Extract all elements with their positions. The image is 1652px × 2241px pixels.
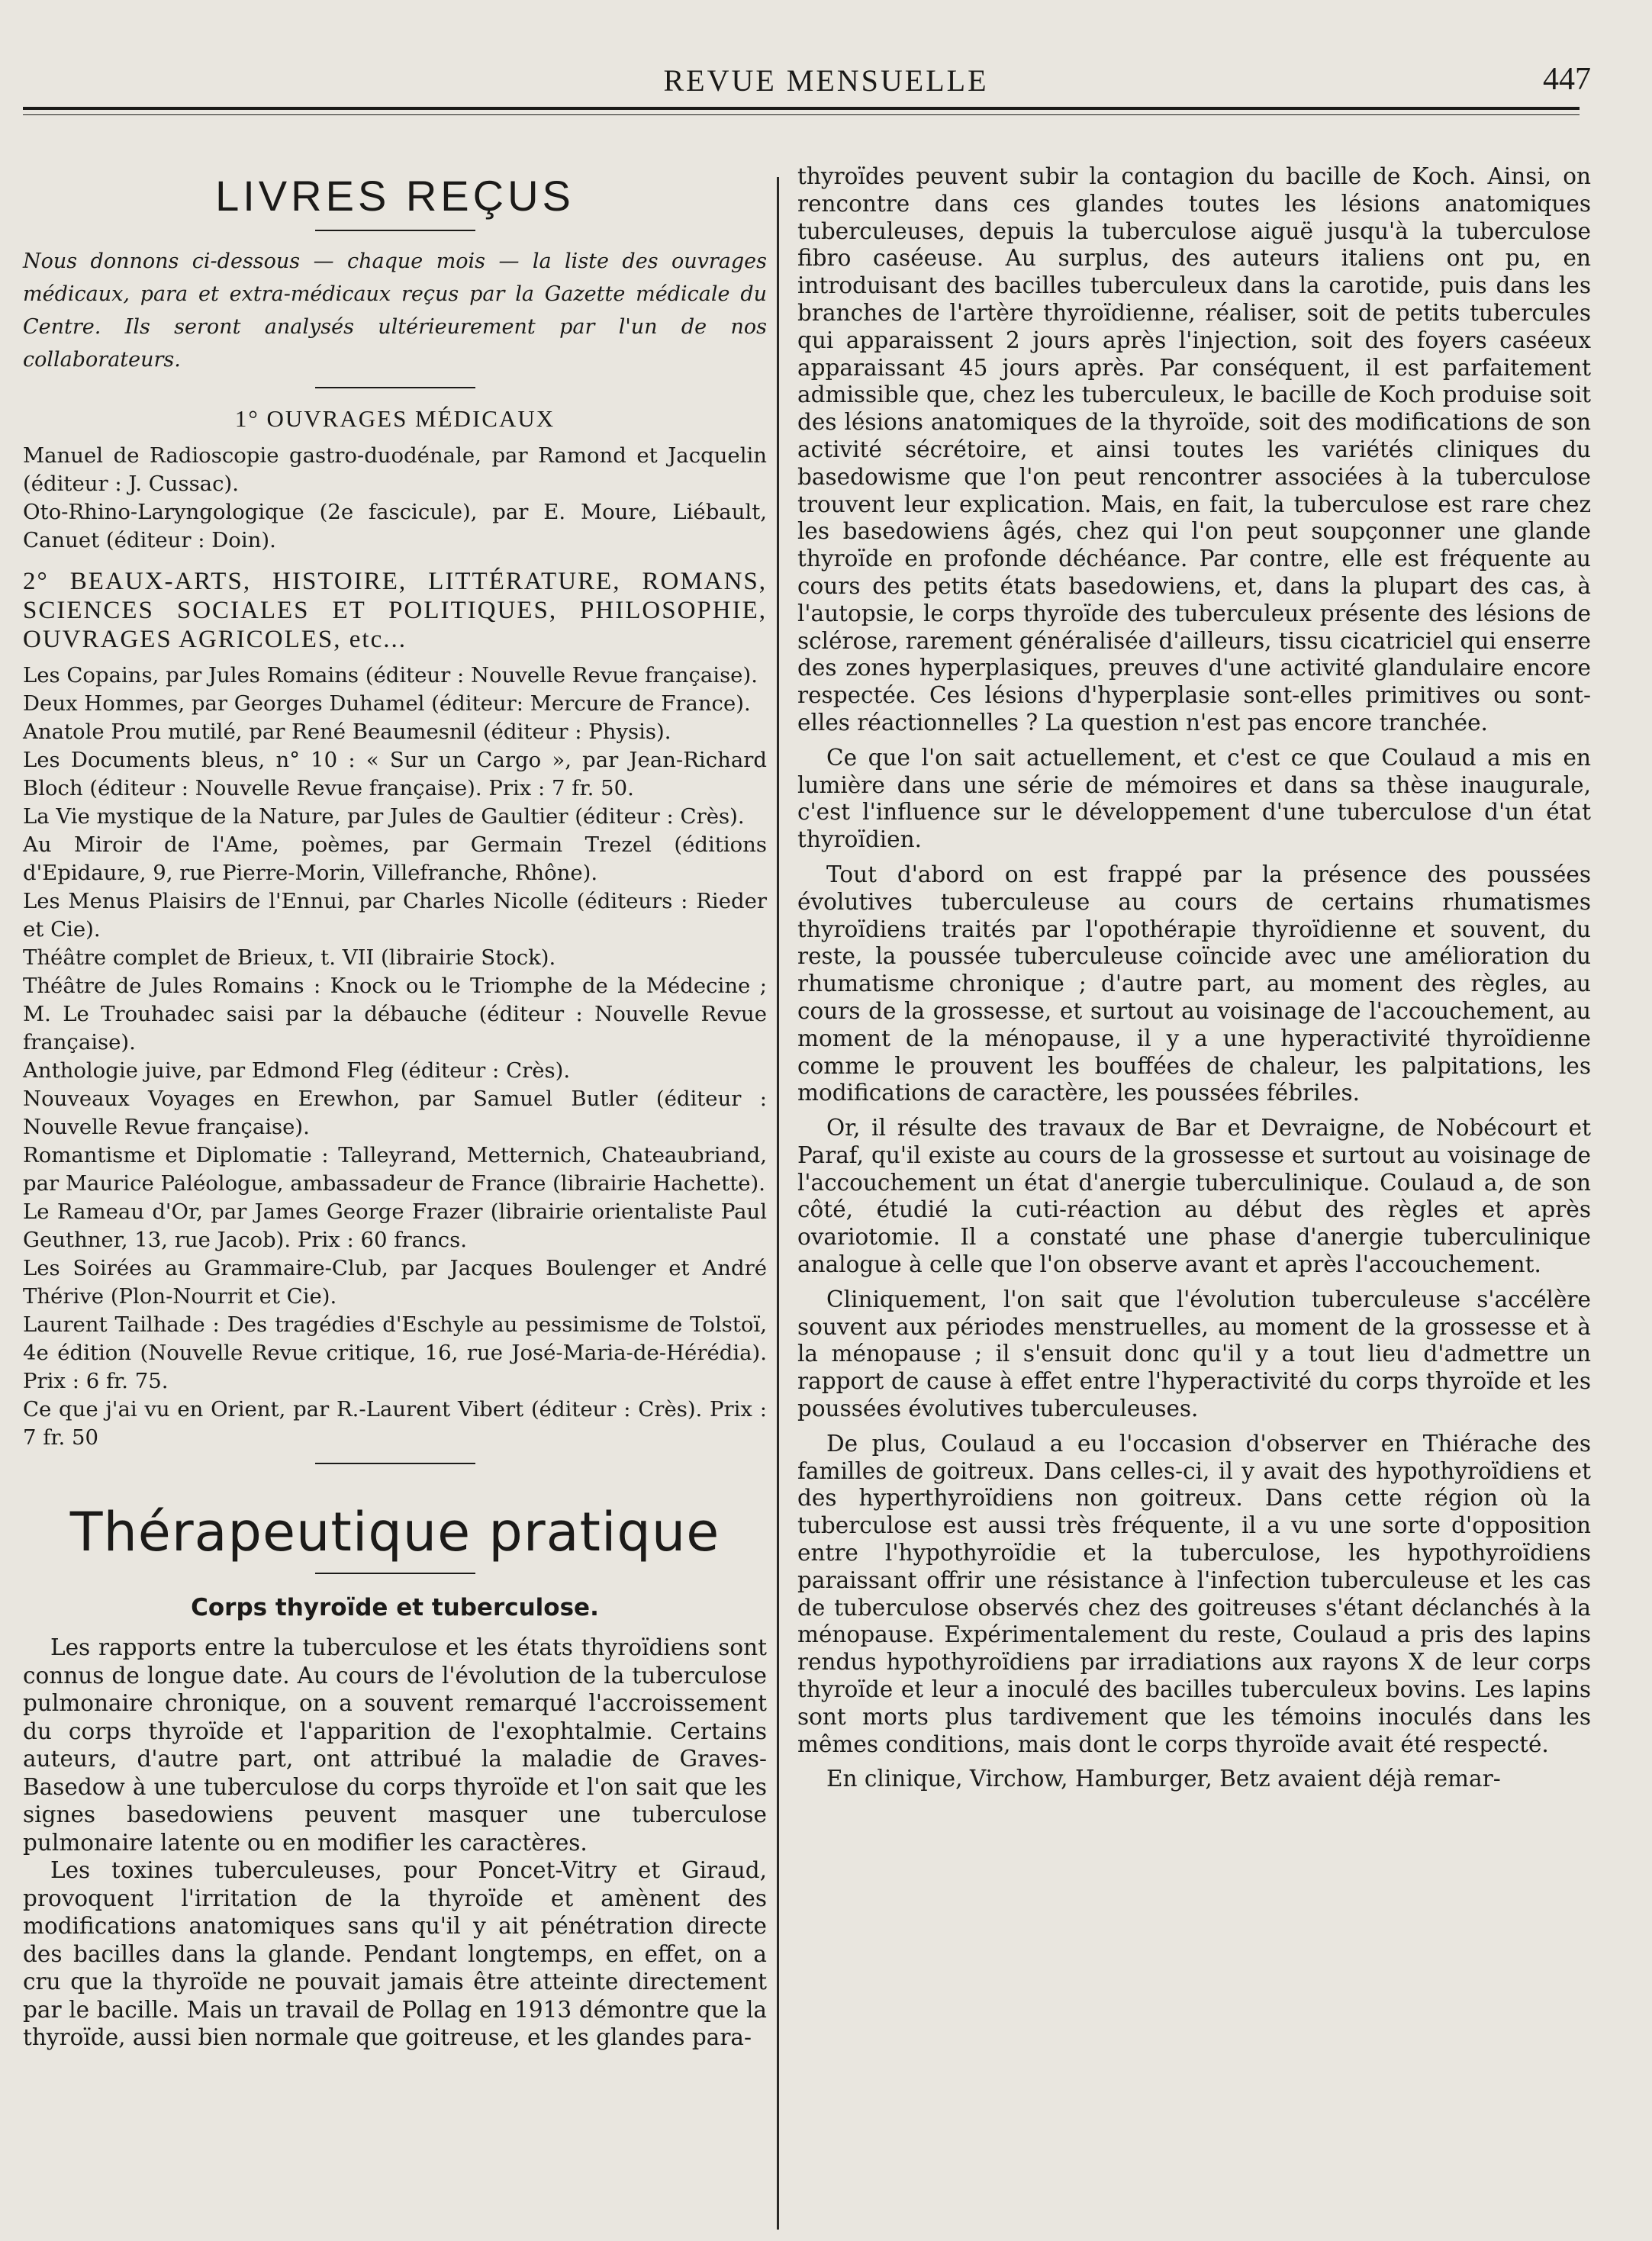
book-entry: Ce que j'ai vu en Orient, par R.-Laurent Vibert (éditeur : Crès). Prix : 7 fr. 50 — [23, 1397, 767, 1450]
book-entry: Romantisme et Diplomatie : Talleyrand, Metternich, Chateaubriand, par Maurice Paléologue, ambassadeur de France (librairie Hachette). — [23, 1143, 767, 1196]
header-rule — [23, 107, 1580, 110]
article-paragraph: De plus, Coulaud a eu l'occasion d'observer en Thiérache des familles de goitreux. Dans celles-ci, il y avait des hypothyroïdiens et des hyperthyroïdiens non goitreux. Dans cette région où la tuberculose est aussi très fréquente, il a vu une sorte d'opposition entre l'hypothyroïdie et la tuberculose, les hypothyroïdiens paraissant offrir une résistance à l'infection tuberculeuse et les cas de tuberculose observés chez des goitreuses s'étant déclanchés à la ménopause. Expérimentalement du reste, Coulaud a pris des lapins rendus hypothyroïdiens par irradiations aux rayons X de leur corps thyroïde et leur a inoculé des bacilles tuberculeux bovins. Les lapins sont morts plus tardivement que les témoins inoculés dans les mêmes conditions, mais dont le corps thyroïde avait été respecté. — [797, 1430, 1591, 1757]
right-column — [797, 163, 1591, 1801]
article-paragraph: thyroïdes peuvent subir la contagion du bacille de Koch. Ainsi, on rencontre dans ces glandes toutes les lésions anatomiques tuberculeuses, depuis la tuberculose aiguë jusqu'à la tuberculose fibro caséeuse. Au surplus, des auteurs italiens ont pu, en introduisant des bacilles tuberculeux dans la carotide, puis dans les branches de l'artère thyroïdienne, réaliser, soit de petits tubercules qui apparaissent 2 jours après l'injection, soit des foyers caséeux apparaissant 45 jours après. Par conséquent, il est parfaitement admissible que, chez les tuberculeux, le bacille de Koch produise soit des lésions anatomiques de la thyroïde, soit des modifications de son activité sécrétoire, et ainsi toutes les variétés cliniques du basedowisme que l'on peut rencontrer associées à la tuberculose trouvent leur explication. Mais, en fait, la tuberculose est rare chez les basedowiens âgés, chez qui l'on peut soupçonner une glande thyroïde en profonde déchéance. Par contre, elle est fréquente au cours des petits états basedowiens, et, dans la plupart des cas, à l'autopsie, le corps thyroïde des tuberculeux présente des lésions de sclérose, rarement généralisée d'ailleurs, tissu cicatriciel qui enserre des zones hyperplasiques, preuves d'une activité glandulaire encore respectée. Ces lésions d'hyperplasie sont-elles primitives ou sont-elles réactionnelles ? La question n'est pas encore tranchée. — [797, 163, 1591, 736]
column-divider — [777, 177, 779, 2230]
section-beaux-arts: 2° BEAUX-ARTS, HISTOIRE, LITTÉRATURE, ROMANS, SCIENCES SOCIALES ET POLITIQUES, PHILOSOPHIE, OUVRAGES AGRICOLES, etc... — [23, 568, 767, 653]
book-entry: Nouveaux Voyages en Erewhon, par Samuel Butler (éditeur : Nouvelle Revue française). — [23, 1087, 767, 1139]
livres-recus-title: LIVRES REÇUS — [215, 172, 575, 220]
section-end-rule — [315, 1463, 475, 1464]
article-paragraph: Tout d'abord on est frappé par la présence des poussées évolutives tuberculeuse au cours de certains rhumatismes thyroïdiens traités par l'opothérapie thyroïdienne et souvent, du reste, la poussée tuberculeuse coïncide avec une amélioration du rhumatisme chronique ; d'autre part, au moment des règles, au cours de la grossesse, et surtout au voisinage de l'accouchement, au moment de la ménopause, il y a une hyperactivité thyroïdienne comme le prouvent les bouffées de chaleur, les palpitations, les modifications de caractère, les poussées fébriles. — [797, 861, 1591, 1106]
article-paragraph: Les rapports entre la tuberculose et les états thyroïdiens sont connus de longue date. Au cours de l'évolution de la tuberculose pulmonaire chronique, on a souvent remarqué l'accroissement du corps thyroïde et l'apparition de l'exophtalmie. Certains auteurs, d'autre part, ont attribué la maladie de Graves-Basedow à une tuberculose du corps thyroïde et l'on sait que les signes basedowiens peuvent masquer une tuberculose pulmonaire latente ou en modifier les caractères. — [23, 1634, 767, 1856]
book-entry: Au Miroir de l'Ame, poèmes, par Germain Trezel (éditions d'Epidaure, 9, rue Pierre-Morin, Villefranche, Rhône). — [23, 832, 767, 885]
article-subtitle: Corps thyroïde et tuberculose. — [191, 1594, 599, 1621]
therapeutique-title: Thérapeutique pratique — [69, 1501, 720, 1563]
book-entry: Les Soirées au Grammaire-Club, par Jacques Boulenger et André Thérive (Plon-Nourrit et Cie). — [23, 1256, 767, 1309]
book-entry: Les Menus Plaisirs de l'Ennui, par Charles Nicolle (éditeurs : Rieder et Cie). — [23, 889, 767, 942]
book-entry: Deux Hommes, par Georges Duhamel (éditeur: Mercure de France). — [23, 691, 751, 716]
article-right-body — [797, 163, 1591, 1793]
book-entry: Les Copains, par Jules Romains (éditeur : Nouvelle Revue française). — [23, 663, 758, 687]
header-rule-thin — [23, 114, 1580, 115]
article-paragraph: Or, il résulte des travaux de Bar et Devraigne, de Nobécourt et Paraf, qu'il existe au cours de la grossesse et surtout au voisinage de l'accouchement un état d'anergie tuberculinique. Coulaud a, de son côté, étudié la cuti-réaction au début des règles et après ovariotomie. Il a constaté une phase d'anergie tuberculinique analogue à celle que l'on observe avant et après l'accouchement. — [797, 1115, 1591, 1278]
book-entry: Théâtre de Jules Romains : Knock ou le Triomphe de la Médecine ; M. Le Trouhadec saisi par la débauche (éditeur : Nouvelle Revue française). — [23, 974, 767, 1054]
book-entry: Anatole Prou mutilé, par René Beaumesnil (éditeur : Physis). — [23, 720, 671, 744]
book-entry: Oto-Rhino-Laryngologique (2e fascicule), par E. Moure, Liébault, Canuet (éditeur : Doin). — [23, 500, 767, 552]
book-entry: Les Documents bleus, n° 10 : « Sur un Cargo », par Jean-Richard Bloch (éditeur : Nouvelle Revue française). Prix : 7 fr. 50. — [23, 748, 767, 800]
running-header-title: REVUE MENSUELLE — [663, 63, 989, 98]
left-column — [23, 163, 767, 2052]
book-entry: Théâtre complet de Brieux, t. VII (librairie Stock). — [23, 945, 556, 970]
book-entry: Le Rameau d'Or, par James George Frazer (librairie orientaliste Paul Geuthner, 13, rue Jacob). Prix : 60 francs. — [23, 1199, 767, 1252]
therapeutique-rule — [315, 1573, 475, 1574]
book-entry: Manuel de Radioscopie gastro-duodénale, par Ramond et Jacquelin (éditeur : J. Cussac). — [23, 443, 767, 496]
article-left-body — [23, 1634, 767, 2052]
title-rule — [315, 230, 475, 231]
article-paragraph: Cliniquement, l'on sait que l'évolution tuberculeuse s'accélère souvent aux périodes menstruelles, au moment de la grossesse et à la ménopause ; il s'ensuit donc qu'il y a tout lieu d'admettre un rapport de cause à effet entre l'hyperactivité du corps thyroïde et les poussées évolutives tuberculeuses. — [797, 1286, 1591, 1422]
article-paragraph: En clinique, Virchow, Hamburger, Betz avaient déjà remar- — [826, 1766, 1501, 1792]
section-ouvrages-medicaux: 1° OUVRAGES MÉDICAUX — [234, 405, 555, 432]
page-number: 447 — [1543, 62, 1591, 97]
livres-intro: Nous donnons ci-dessous — chaque mois — la liste des ouvrages médicaux, para et extra-médicaux reçus par la Gazette médicale du Centre. Ils seront analysés ultérieurement par l'un de nos collaborateurs. — [23, 250, 767, 372]
book-entry: Laurent Tailhade : Des tragédies d'Eschyle au pessimisme de Tolstoï, 4e édition (Nouvelle Revue critique, 16, rue José-Maria-de-Hérédia). Prix : 6 fr. 75. — [23, 1312, 767, 1393]
article-paragraph: Ce que l'on sait actuellement, et c'est ce que Coulaud a mis en lumière dans une série de mémoires et dans sa thèse inaugurale, c'est l'influence sur le développement d'une tuberculose d'un état thyroïdien. — [797, 744, 1591, 853]
intro-rule — [315, 387, 475, 388]
book-entry: Anthologie juive, par Edmond Fleg (éditeur : Crès). — [23, 1058, 571, 1083]
article-paragraph: Les toxines tuberculeuses, pour Poncet-Vitry et Giraud, provoquent l'irritation de la thyroïde et amènent des modifications anatomiques sans qu'il y ait pénétration directe des bacilles dans la glande. Pendant longtemps, en effet, on a cru que la thyroïde ne pouvait jamais être atteinte directement par le bacille. Mais un travail de Pollag en 1913 démontre que la thyroïde, aussi bien normale que goitreuse, et les glandes para- — [23, 1857, 767, 2050]
book-entry: La Vie mystique de la Nature, par Jules de Gaultier (éditeur : Crès). — [23, 804, 745, 829]
